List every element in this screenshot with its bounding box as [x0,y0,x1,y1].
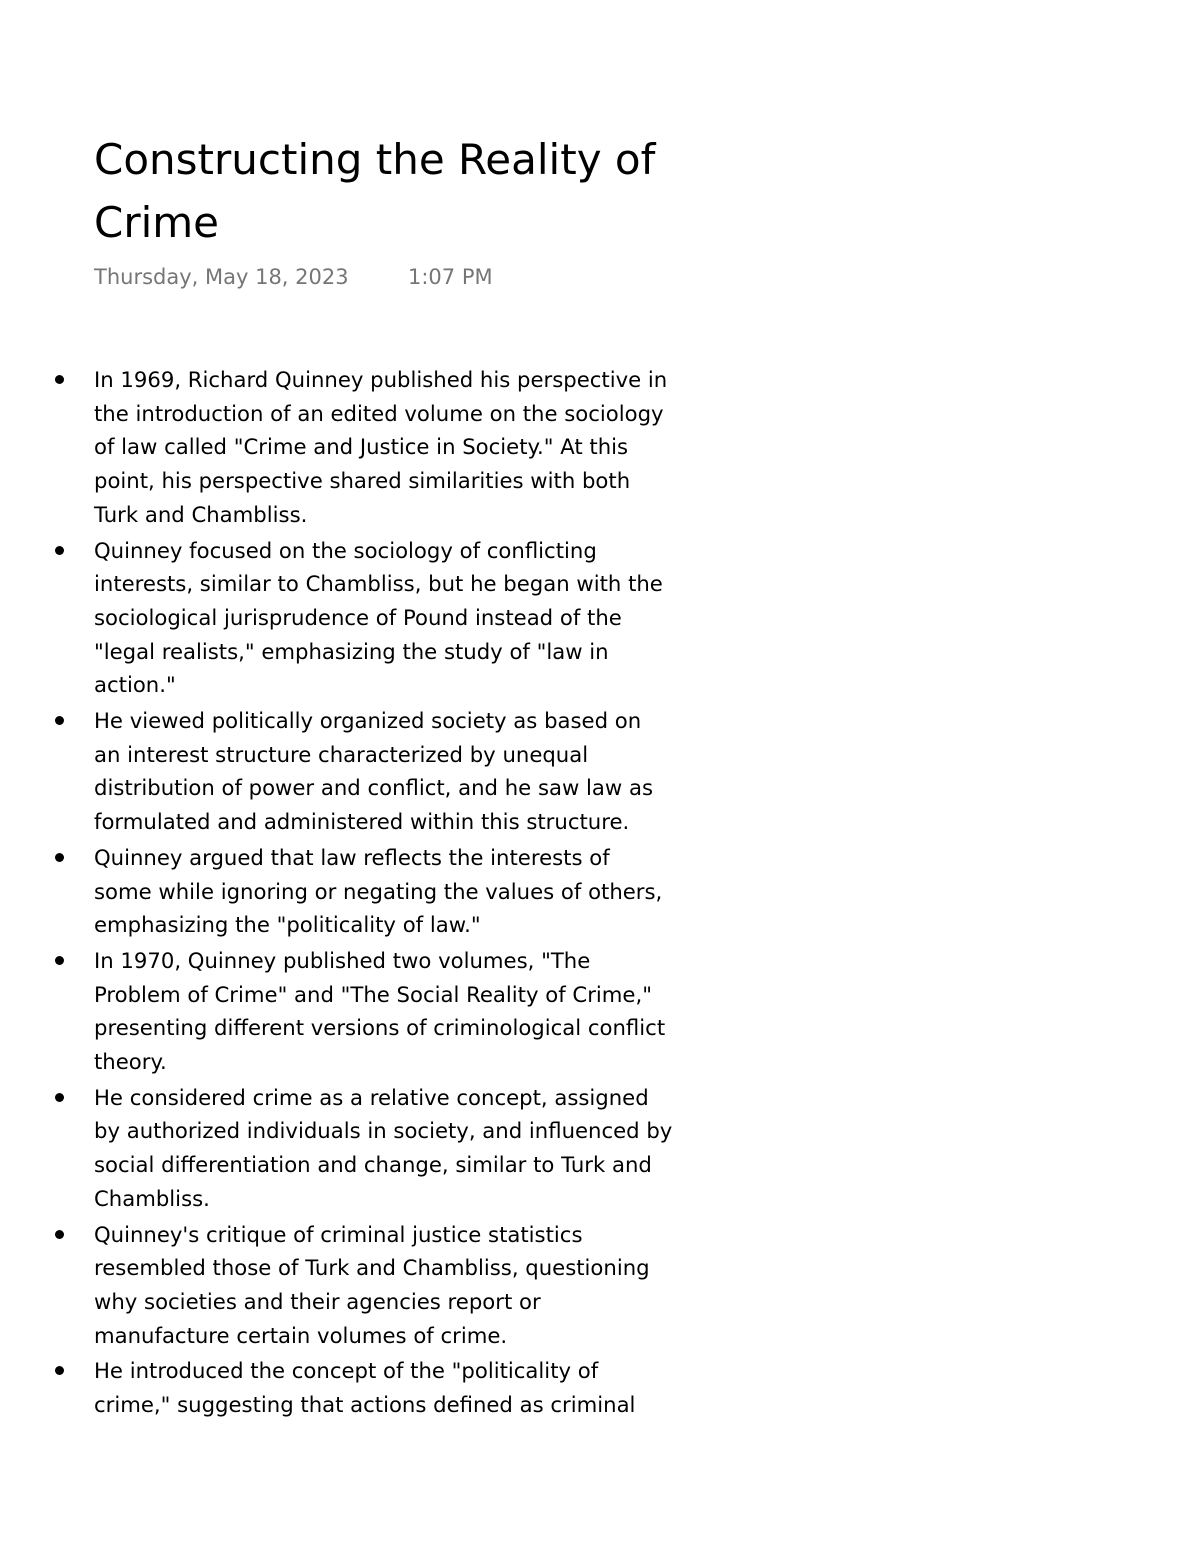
list-item-text: He viewed politically organized society as based on an interest structure characterized by unequal distribution of power and conflict, and he saw law as formulated and administered within this structure. [94,708,653,835]
list-item-text: Quinney focused on the sociology of conflicting interests, similar to Chambliss, but he began with the sociological jurisprudence of Pound instead of the "legal realists," emphasizing the study of "law in action." [94,537,663,698]
page-date: Thursday, May 18, 2023 [94,265,349,289]
list-item-text: Quinney argued that law reflects the interests of some while ignoring or negating the values of others, emphasizing the "politicality of law." [94,844,663,938]
bullet-icon [55,853,64,862]
bullet-icon [55,1366,64,1375]
bullet-icon [55,956,64,965]
list-item [0,534,674,703]
bullet-icon [55,1093,64,1102]
list-item-text: He introduced the concept of the "politicality of crime," suggesting that actions defined as criminal [94,1358,636,1418]
bullet-icon [55,1230,64,1239]
page-title: Constructing the Reality of Crime [94,135,656,247]
list-item [0,704,674,839]
list-item [0,1354,674,1421]
list-item [0,841,674,942]
page-time: 1:07 PM [408,265,493,289]
list-item-text: He considered crime as a relative concept, assigned by authorized individuals in society, and influenced by social differentiation and change, similar to Turk and Chambliss. [94,1084,673,1211]
bullet-list [0,363,700,1424]
list-item [0,1081,674,1216]
bullet-icon [55,546,64,555]
list-item-text: Quinney's critique of criminal justice statistics resembled those of Turk and Chambliss, questioning why societies and their agencies report or manufacture certain volumes of crime. [94,1221,650,1348]
bullet-icon [55,375,64,384]
list-item-text: In 1970, Quinney published two volumes, "The Problem of Crime" and "The Social Reality of Crime," presenting different versions of criminological conflict theory. [94,947,666,1075]
notes-body [0,360,1200,1440]
list-item-text: In 1969, Richard Quinney published his perspective in the introduction of an edited volume on the sociology of law called "Crime and Justice in Society." At this point, his perspective shared similarities with both Turk and Chambliss. [94,367,668,527]
page-timestamp [94,262,493,292]
list-item [0,1218,674,1353]
bullet-icon [55,716,64,725]
list-item [0,944,674,1079]
list-item [0,363,674,532]
